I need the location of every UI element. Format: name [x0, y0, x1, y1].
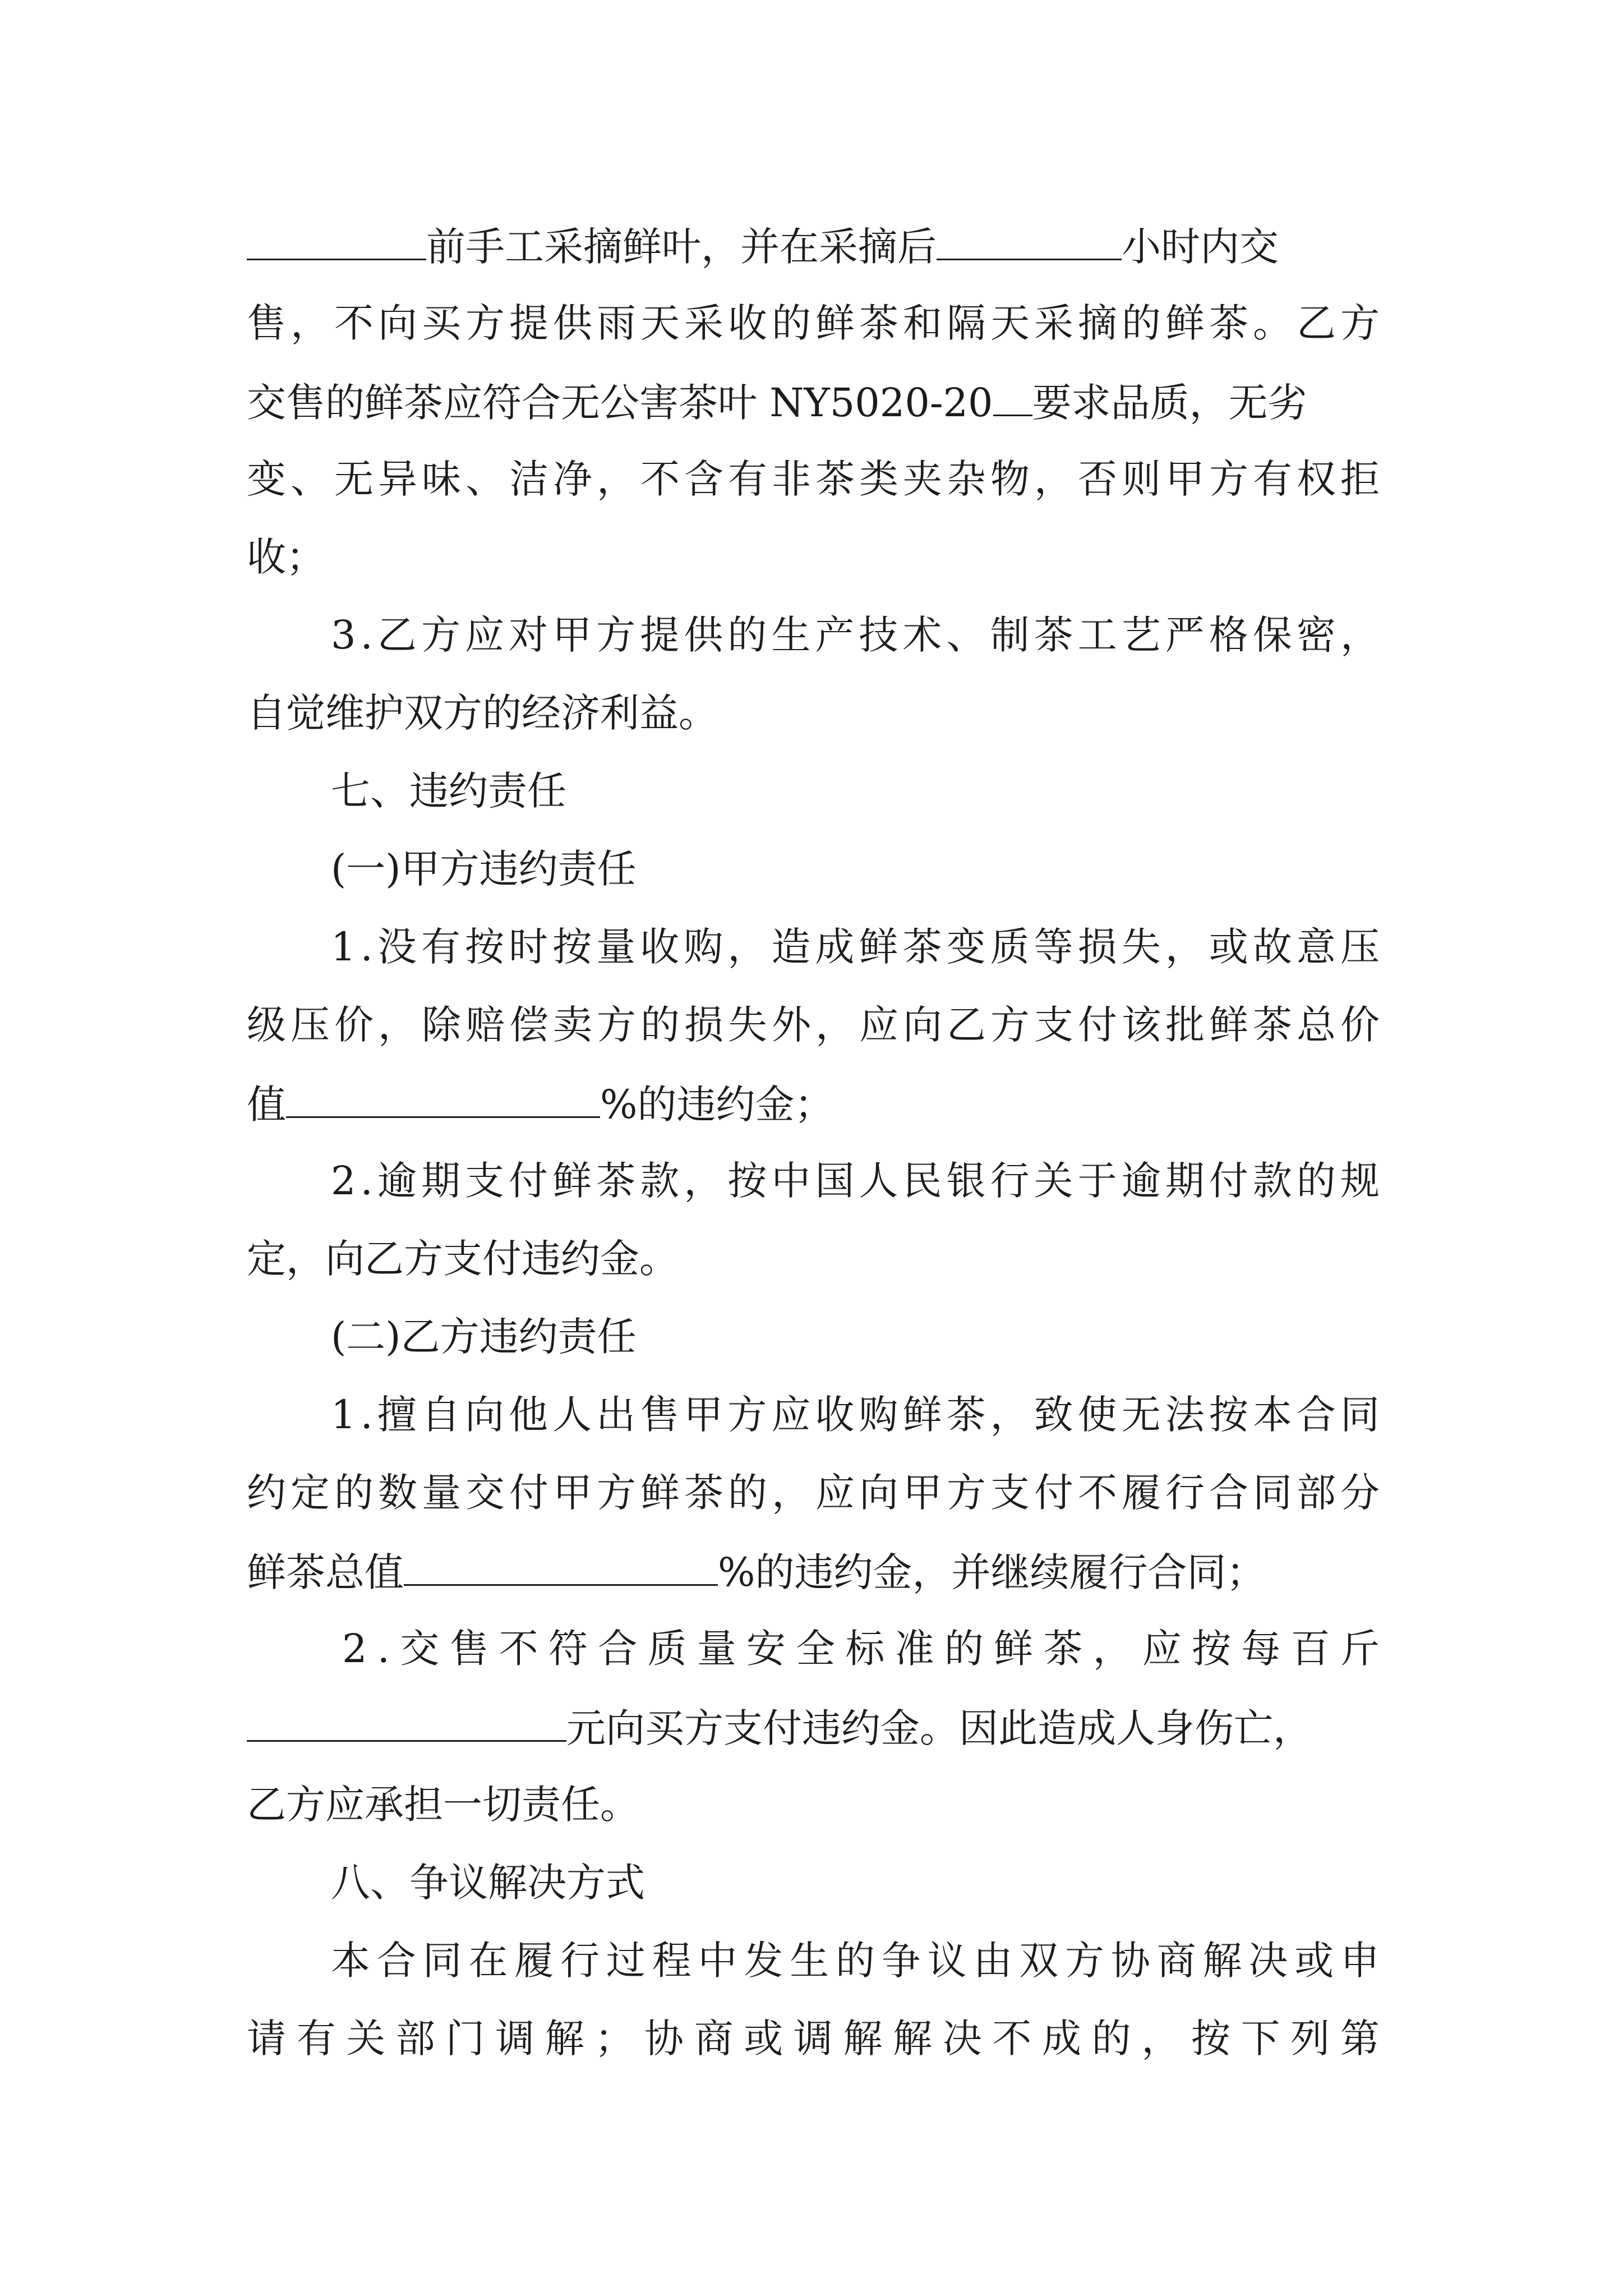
subsection-heading: (二)乙方违约责任	[331, 1314, 637, 1360]
text-line	[247, 219, 1380, 273]
subsection-heading: (一)甲方违约责任	[331, 846, 637, 892]
text-line: 本 合 同 在 履 行 过 程 中 发 生 的 争 议 由 双 方 协 商 解 决 或 申	[331, 1938, 1380, 1984]
text-line: 变 、 无 异 味 、 洁 净 ， 不 含 有 非 茶 类 夹 杂 物 ， 否 则 甲 方 有 权 拒	[247, 456, 1380, 502]
section-heading: 八、争议解决方式	[331, 1860, 645, 1906]
text-line: 自觉维护双方的经济利益。	[247, 690, 718, 736]
text-line: 约 定 的 数 量 交 付 甲 方 鲜 茶 的 ， 应 向 甲 方 支 付 不 履 行 合 同 部 分	[247, 1470, 1380, 1516]
text-run: %的违约金，并继续履行合同；	[718, 1549, 1266, 1595]
text-run: 元向买方支付违约金。因此造成人身伤亡，	[566, 1705, 1312, 1751]
text-line: 1 . 擅 自 向 他 人 出 售 甲 方 应 收 购 鲜 茶 ， 致 使 无 法 按 本 合 同	[331, 1392, 1380, 1438]
text-line: 售 ， 不 向 买 方 提 供 雨 天 采 收 的 鲜 茶 和 隔 天 采 摘 的 鲜 茶 。 乙 方	[247, 300, 1380, 346]
text-line: 1 . 没 有 按 时 按 量 收 购 ， 造 成 鲜 茶 变 质 等 损 失 ， 或 故 意 压	[331, 924, 1380, 970]
text-run: 前手工采摘鲜叶，并在采摘后	[426, 224, 937, 270]
text-line: 乙方应承担一切责任。	[247, 1782, 639, 1828]
text-line: 2 . 交 售 不 符 合 质 量 安 全 标 准 的 鲜 茶 ， 应 按 每 百 斤	[342, 1626, 1380, 1672]
text-run: 鲜茶总值	[247, 1549, 404, 1595]
fill-in-blank	[247, 1701, 566, 1742]
text-run: 要求品质，无劣	[1032, 380, 1307, 426]
fill-in-blank	[937, 219, 1122, 260]
text-run: 交售的鲜茶应符合无公害茶叶 NY5020-20	[247, 380, 993, 426]
text-line: 请 有 关 部 门 调 解 ； 协 商 或 调 解 解 决 不 成 的 ， 按 下 列 第	[247, 2016, 1380, 2062]
text-line: 2 . 逾 期 支 付 鲜 茶 款 ， 按 中 国 人 民 银 行 关 于 逾 期 付 款 的 规	[331, 1158, 1380, 1204]
text-run: %的违约金；	[600, 1082, 834, 1128]
text-run: 值	[247, 1082, 286, 1128]
text-line	[247, 1701, 1380, 1754]
text-line: 定，向乙方支付违约金。	[247, 1236, 679, 1282]
text-line	[247, 1077, 1380, 1130]
text-line: 3 . 乙 方 应 对 甲 方 提 供 的 生 产 技 术 、 制 茶 工 艺 严 格 保 密 ，	[331, 612, 1380, 658]
fill-in-blank	[247, 219, 426, 260]
text-run: 小时内交	[1122, 224, 1279, 270]
fill-in-blank	[286, 1077, 600, 1118]
text-line: 级 压 价 ， 除 赔 偿 卖 方 的 损 失 外 ， 应 向 乙 方 支 付 该 批 鲜 茶 总 价	[247, 1002, 1380, 1048]
text-line: 收；	[247, 534, 325, 580]
section-heading: 七、违约责任	[331, 768, 566, 814]
text-line	[247, 375, 1380, 429]
fill-in-blank	[993, 375, 1032, 416]
fill-in-blank	[404, 1545, 718, 1586]
text-line	[247, 1545, 1380, 1598]
